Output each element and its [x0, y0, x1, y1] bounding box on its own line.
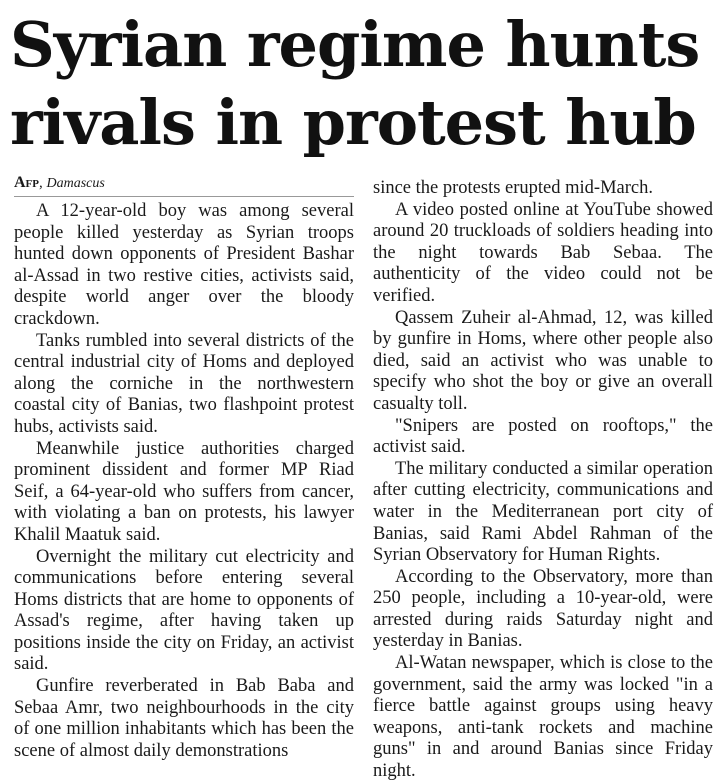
paragraph-continuation: since the protests erupted mid-March. — [373, 178, 653, 198]
article-column-right — [373, 178, 713, 783]
byline-separator: , — [39, 175, 43, 191]
byline-location: Damascus — [46, 176, 105, 191]
article-column-left — [14, 172, 354, 762]
byline-agency: Afp — [14, 174, 39, 191]
paragraph: "Snipers are posted on rooftops," the activist said. — [373, 415, 713, 458]
paragraph: Meanwhile justice authorities charged prominent dissident and former MP Riad Seif, a 64-year-old who suffers from cancer, with violating a ban on protests, his lawyer Khalil Maatuk said. — [14, 438, 354, 545]
paragraph: The military conducted a similar operation after cutting electricity, communications and water in the Mediterranean port city of Banias, said Rami Abdel Rahman of the Syrian Observatory for Human Rights. — [373, 458, 713, 566]
paragraph: Tanks rumbled into several districts of the central industrial city of Homs and deployed along the corniche in the northwestern coastal city of Banias, two flashpoint protest hubs, activists said. — [14, 330, 354, 437]
paragraph: Overnight the military cut electricity and communications before entering several Homs districts that are home to opponents of Assad's regime, after having taken up positions inside the city on Friday, an activist said. — [14, 546, 354, 675]
byline — [14, 172, 354, 197]
headline-line-2: rivals in protest hub — [10, 86, 696, 159]
paragraph: A video posted online at YouTube showed around 20 truckloads of soldiers heading into the night towards Bab Sebaa. The authenticity of the video could not be verified. — [373, 199, 713, 306]
paragraph: Qassem Zuheir al-Ahmad, 12, was killed by gunfire in Homs, where other people also died, said an activist who was unable to specify who shot the boy or give an overall casualty toll. — [373, 307, 713, 414]
paragraph: A 12-year-old boy was among several people killed yesterday as Syrian troops hunted down opponents of President Bashar al-Assad in two restive cities, activists said, despite world anger over the bloody crackdown. — [14, 201, 354, 329]
paragraph: Al-Watan newspaper, which is close to the government, said the army was locked "in a fierce battle against groups using heavy weapons, anti-tank rockets and machine guns" in and around Banias since Friday night. — [373, 653, 713, 782]
headline-line-1: Syrian regime hunts — [10, 8, 700, 81]
paragraph: Gunfire reverberated in Bab Baba and Sebaa Amr, two neighbourhoods in the city of one million inhabitants which has been the scene of almost daily demonstrations — [14, 676, 354, 761]
headline — [10, 6, 715, 162]
paragraph: According to the Observatory, more than 250 people, including a 10-year-old, were arrested during raids Saturday night and yesterday in Banias. — [373, 566, 713, 652]
